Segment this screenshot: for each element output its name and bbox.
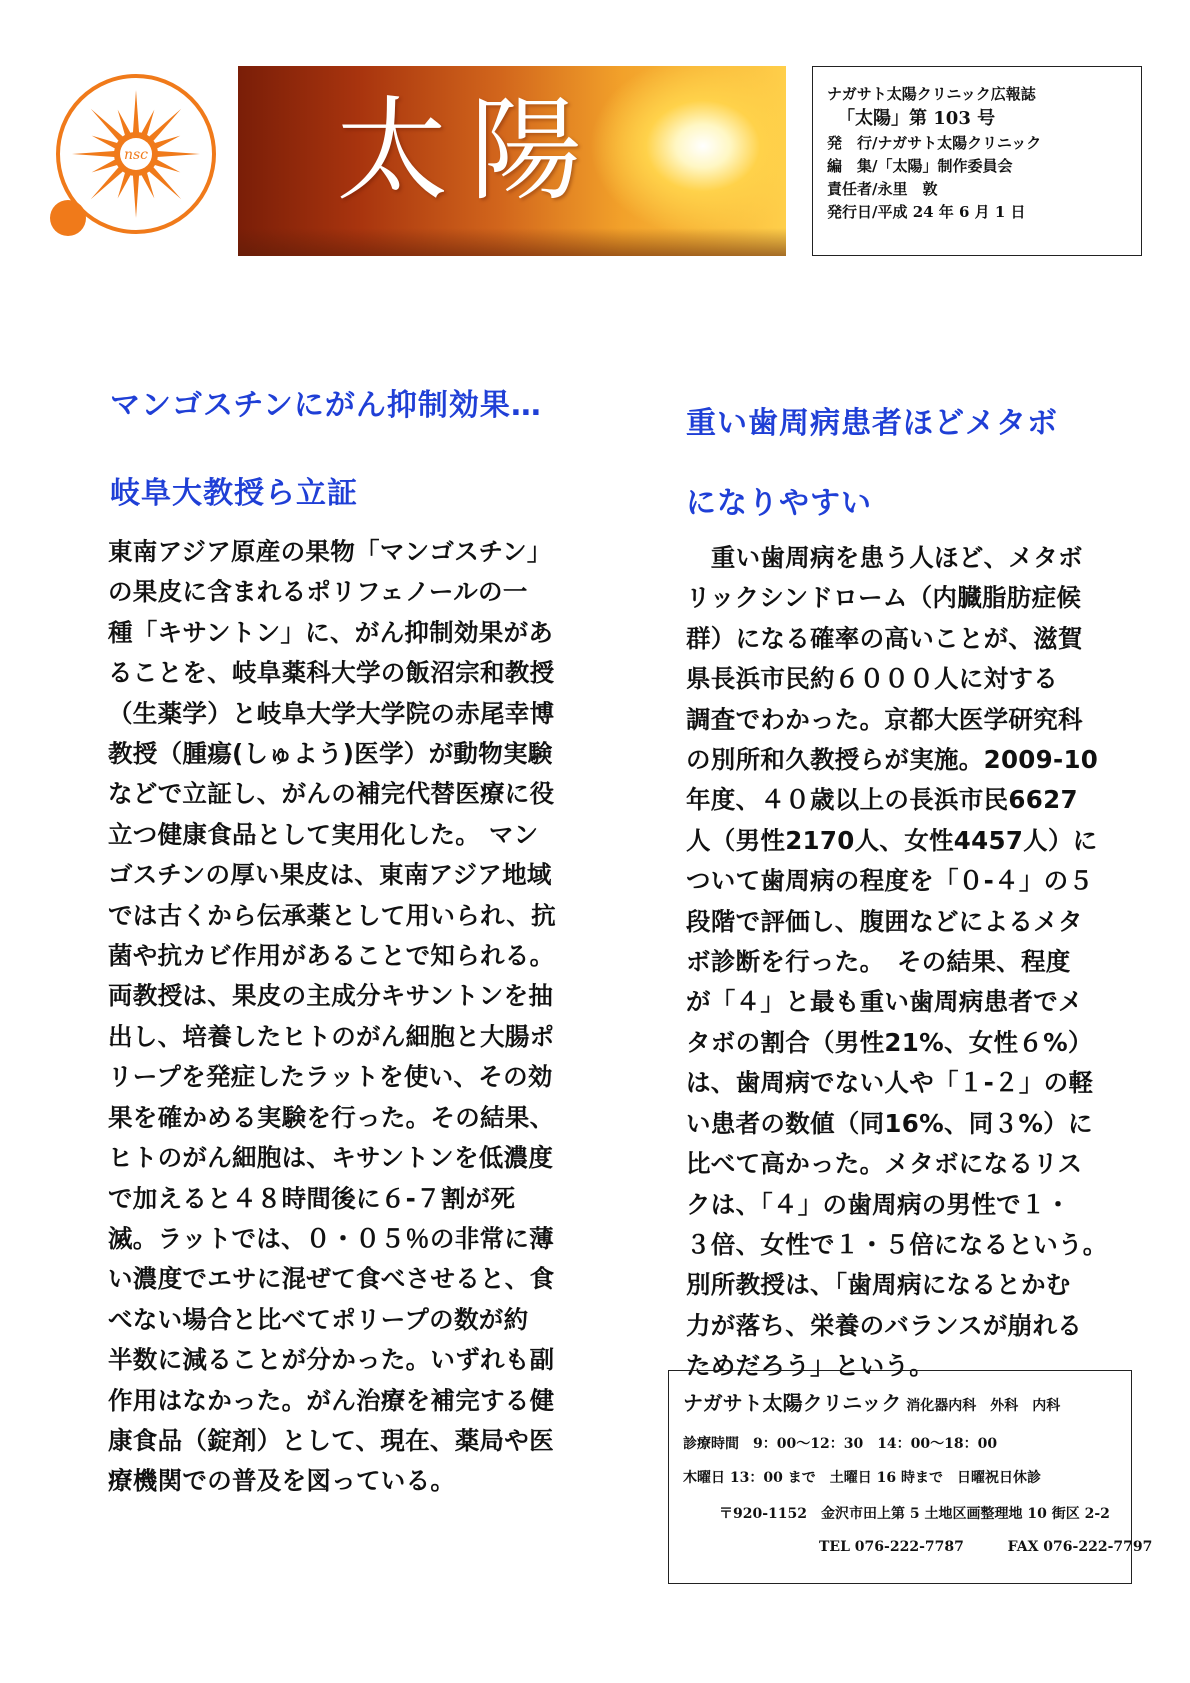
logo-ray [72, 151, 116, 157]
logo-ray [141, 171, 155, 198]
body-line: べない場合と比べてポリープの数が約 [108, 1304, 529, 1334]
body-line: 教授（腫瘍(しゅよう)医学）が動物実験 [108, 739, 553, 769]
body-line: ゴスチンの厚い果皮は、東南アジア地域 [108, 860, 552, 890]
body-line: が「４」と最も重い歯周病患者でメ [686, 987, 1083, 1017]
sun-compass-icon [44, 66, 220, 252]
logo-ray [118, 171, 132, 198]
body-line: の果皮に含まれるポリフェノールの一 [108, 577, 528, 607]
body-line: 調査でわかった。京都大医学研究科 [686, 704, 1083, 734]
body-line: クは、「４」の歯周病の男性で１・ [686, 1189, 1071, 1219]
body-line: 東南アジア原産の果物「マンゴスチン」 [108, 537, 552, 566]
logo-ray [141, 110, 155, 137]
body-line: 段階で評価し、腹囲などによるメタ [686, 906, 1083, 936]
body-line: 両教授は、果皮の主成分キサントンを抽 [108, 981, 554, 1011]
body-line: 半数に減ることが分かった。いずれも副 [108, 1345, 555, 1375]
masthead-title: 太陽 [336, 86, 604, 216]
logo-ray [118, 110, 132, 137]
body-line: 比べて高かった。メタボになるリス [686, 1149, 1083, 1179]
clinic-holidays: 木曜日 13：00 まで 土曜日 16 時まで 日曜祝日休診 [683, 1470, 1041, 1486]
article1-title-line2: 岐阜大教授ら立証 [110, 476, 358, 511]
body-line: 力が落ち、栄養のバランスが崩れる [686, 1310, 1083, 1340]
article1-title-line1: マンゴスチンにがん抑制効果… [110, 388, 542, 423]
clinic-logo [44, 66, 220, 252]
body-line: 療機関での普及を図っている。 [108, 1466, 456, 1496]
body-line: では古くから伝承薬として用いられ、抗 [108, 900, 556, 930]
article1-body [108, 532, 608, 1502]
body-line: ヒトのがん細胞は、キサントンを低濃度 [108, 1143, 554, 1173]
body-line: 滅。ラットでは、０・０５％の非常に薄 [108, 1223, 554, 1253]
clinic-phone: TEL 076-222-7787 [819, 1539, 964, 1555]
body-line: は、歯周病でない人や「１-２」の軽 [686, 1068, 1094, 1098]
body-line: 立つ健康食品として実用化した。 マン [108, 819, 539, 849]
logo-ray [153, 136, 180, 150]
body-line: 菌や抗カビ作用があることで知られる。 [108, 941, 555, 971]
clinic-header [683, 1387, 1060, 1416]
logo-ray [92, 159, 119, 173]
publication-name: ナガサト太陽クリニック広報誌 [827, 85, 1036, 103]
body-line: ついて歯周病の程度を「０-４」の５ [686, 866, 1094, 896]
body-line: 年度、４０歳以上の長浜市民6627 [686, 785, 1078, 815]
article2-title-line2: になりやすい [686, 486, 872, 521]
publisher: 発 行/ナガサト太陽クリニック [827, 134, 1042, 152]
body-line: 出し、培養したヒトのがん細胞と大腸ポ [108, 1021, 555, 1051]
body-line: ることを、岐阜薬科大学の飯沼宗和教授 [108, 658, 555, 688]
body-line: 群）になる確率の高いことが、滋賀 [686, 623, 1083, 653]
body-line: （生薬学）と岐阜大学大学院の赤尾幸博 [108, 698, 555, 728]
clinic-contact [819, 1539, 1152, 1555]
logo-text: nsc [123, 147, 149, 163]
issue-number: 「太陽」第 103 号 [837, 108, 996, 129]
logo-ray [133, 90, 139, 134]
publication-info-box [812, 66, 1142, 256]
body-line: 作用はなかった。がん治療を補完する健 [108, 1385, 555, 1415]
body-line: の別所和久教授らが実施。2009-10 [686, 745, 1099, 775]
body-line: リープを発症したラットを使い、その効 [108, 1062, 553, 1092]
body-line: 人（男性2170人、女性4457人）に [686, 825, 1098, 855]
logo-ray [133, 174, 139, 218]
body-line: ボ診断を行った。 その結果、程度 [686, 947, 1071, 977]
body-line: 康食品（錠剤）として、現在、薬局や医 [108, 1425, 554, 1455]
body-line: 重い歯周病を患う人ほど、メタボ [686, 543, 1083, 572]
body-line: 果を確かめる実験を行った。その結果、 [108, 1102, 555, 1132]
editor: 編 集/「太陽」制作委員会 [827, 157, 1013, 175]
logo-ray [156, 151, 200, 157]
body-line: で加えると４８時間後に６-７割が死 [108, 1183, 516, 1213]
clinic-fax: FAX 076-222-7797 [1007, 1539, 1153, 1555]
body-line: などで立証し、がんの補完代替医療に役 [108, 779, 555, 809]
masthead-banner [238, 66, 786, 256]
responsible-person: 責任者/永里 敦 [827, 180, 938, 198]
body-line: 別所教授は、「歯周病になるとかむ [686, 1270, 1071, 1300]
body-line: 種「キサントン」に、がん抑制効果があ [108, 617, 554, 647]
body-line: タボの割合（男性21%、女性６%） [686, 1027, 1093, 1057]
article2-title-line1: 重い歯周病患者ほどメタボ [686, 406, 1058, 441]
article2-body [686, 538, 1136, 1387]
clinic-hours: 診療時間 9：00～12：30 14：00～18：00 [683, 1436, 998, 1452]
clinic-name: ナガサト太陽クリニック [683, 1391, 902, 1415]
body-line: リックシンドローム（内臓脂肪症候 [686, 583, 1082, 613]
body-line: い濃度でエサに混ぜて食べさせると、食 [108, 1264, 555, 1294]
body-line: い患者の数値（同16%、同３%）に [686, 1108, 1093, 1138]
issue-date: 発行日/平成 24 年 6 月 1 日 [827, 203, 1026, 221]
clinic-info-box [668, 1370, 1153, 1584]
clinic-departments: 消化器内科 外科 内科 [906, 1398, 1061, 1414]
body-line: 県長浜市民約６０００人に対する [686, 664, 1058, 694]
body-line: ためだろう」という。 [686, 1351, 934, 1381]
body-line: ３倍、女性で１・５倍になるという。 [686, 1229, 1108, 1259]
logo-ray [92, 136, 119, 150]
clinic-address: 〒920-1152 金沢市田上第 5 土地区画整理地 10 街区 2-2 [719, 1506, 1110, 1522]
logo-ray [153, 159, 180, 173]
